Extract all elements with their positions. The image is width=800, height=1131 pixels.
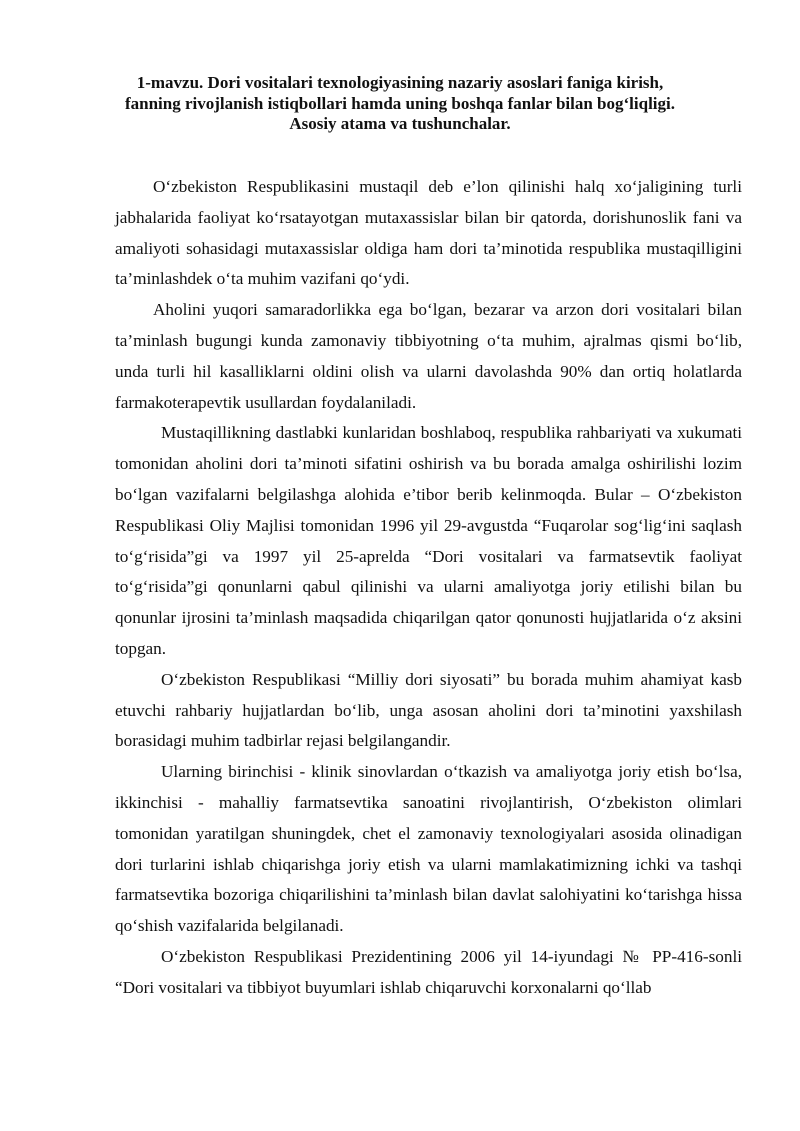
- page-title: [110, 73, 690, 135]
- paragraph: Mustaqillikning dastlabki kunlaridan boshlaboq, respublika rahbariyati va xukumati tomonidan aholini dori ta’minoti sifatini oshirish va bu borada amalga oshirilishi lozim bo‘lgan vazifalarni belgilashga alohida e’tibor berib kelinmoqda. Bular – O‘zbekiston Respublikasi Oliy Majlisi tomonidan 1996 yil 29-avgustda “Fuqarolar sog‘lig‘ini saqlash to‘g‘risida”gi va 1997 yil 25-aprelda “Dori vositalari va farmatsevtik faoliyat to‘g‘risida”gi qonunlarni qabul qilinishi va ularni amaliyotga joriy etilishi bilan bu qonunlar ijrosini ta’minlash maqsadida chiqarilgan qator qonunosti hujjatlarida o‘z aksini topgan.: [115, 423, 742, 658]
- paragraph: Ularning birinchisi - klinik sinovlardan o‘tkazish va amaliyotga joriy etish bo‘lsa, ikkinchisi - mahalliy farmatsevtika sanoatini rivojlantirish, O‘zbekiston olimlari tomonidan yaratilgan shuningdek, chet el zamonaviy texnologiyalari asosida olinadigan dori turlarini ishlab chiqarishga joriy etish va ularni mamlakatimizning ichki va tashqi farmatsevtika bozoriga chiqarilishini ta’minlash bilan davlat salohiyatini ko‘tarishga hissa qo‘shish vazifalarida belgilanadi.: [115, 762, 742, 936]
- paragraph: O‘zbekiston Respublikasini mustaqil deb e’lon qilinishi halq xo‘jaligining turli jabhalarida faoliyat ko‘rsatayotgan mutaxassislar bilan bir qatorda, dorishunoslik fani va amaliyoti sohasidagi mutaxassislar oldiga ham dori ta’minotida respublika mustaqilligini ta’minlashdek o‘ta muhim vazifani qo‘ydi.: [115, 177, 742, 289]
- title-line: fanning rivojlanish istiqbollari hamda uning boshqa fanlar bilan bog‘liqligi.: [124, 93, 675, 113]
- paragraph: O‘zbekiston Respublikasi “Milliy dori siyosati” bu borada muhim ahamiyat kasb etuvchi rahbariy hujjatlardan bo‘lib, unga asosan aholini dori ta’minotini yaxshilash borasidagi muhim tadbirlar rejasi belgilangandir.: [115, 669, 742, 751]
- title-line: 1-mavzu. Dori vositalari texnologiyasining nazariy asoslari faniga kirish,: [136, 73, 664, 92]
- document-body: [115, 172, 742, 1004]
- paragraph: O‘zbekiston Respublikasi Prezidentining 2006 yil 14-iyundagi № PP-416-sonli “Dori vositalari va tibbiyot buyumlari ishlab chiqaruvchi korxonalarni qo‘llab: [115, 946, 742, 997]
- paragraph: Aholini yuqori samaradorlikka ega bo‘lgan, bezarar va arzon dori vositalari bilan ta’minlash bugungi kunda zamonaviy tibbiyotning o‘ta muhim, ajralmas qismi bo‘lib, unda turli hil kasalliklarni oldini olish va ularni davolashda 90% dan ortiq holatlarda farmakoterapevtik usullardan foydalaniladi.: [115, 300, 742, 412]
- title-line: Asosiy atama va tushunchalar.: [289, 114, 511, 133]
